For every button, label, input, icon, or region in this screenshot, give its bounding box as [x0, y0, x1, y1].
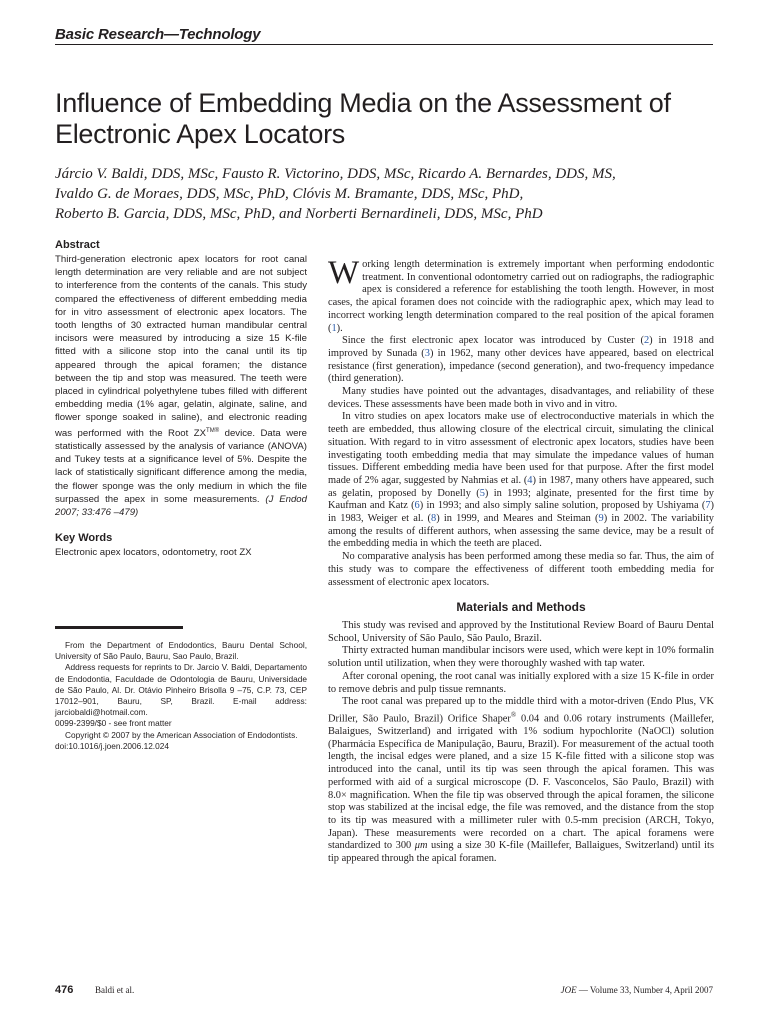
reference-link[interactable]: 3: [424, 347, 430, 359]
intro-paragraph: [328, 255, 714, 335]
abstract-text: [55, 253, 307, 519]
paragraph-text: Since the first electronic apex locator was introduced by Custer (: [342, 335, 644, 347]
abstract-heading: Abstract: [55, 239, 100, 251]
running-author: Baldi et al.: [95, 985, 135, 995]
paragraph-text: ) in 1987, many others have appeared, such as gelatin, proposed by Donelly (: [328, 474, 714, 499]
reference-link[interactable]: 8: [430, 513, 437, 525]
reprint-address: Address requests for reprints to Dr. Jarcio V. Baldi, Departamento de Endodontia, Faculdade de Odontologia de Bauru, Universidade de São Paulo, Al. Dr. Otávio Pinheiro Brisolla 9 –75, C.P. 73, CEP 17012–901, Bauru, SP, Brazil. E-mail address: jarciobaldi@hotmail.com.: [55, 662, 307, 718]
paragraph-text: ).: [336, 322, 343, 334]
paragraph-text: orking length determination is extremely important when performing endodontic treatment. In conventional odontometry carried out on radiographs, the radiographic apex is considered a reference for establishing the tooth length. However, in most cases, the apical foramen does not coincide with the radiographic apex, which may lead to incorrect working length determination compared to the real position of the apical foramen (: [328, 259, 714, 334]
article-title: Influence of Embedding Media on the Assessment of Electronic Apex Locators: [55, 88, 671, 149]
affiliation-department: From the Department of Endodontics, Bauru Dental School, University of São Paulo, Bauru, Sao Paulo, Brazil.: [55, 640, 307, 662]
paragraph-text: using a size 30 K-file (Maillefer, Ballaigues, Switzerland) until its tip appeared through the apical foramen.: [328, 840, 714, 865]
page-number: 476: [55, 984, 74, 996]
reference-link[interactable]: 6: [414, 500, 420, 512]
paragraph-text: ) in 2002. The variability among the results of different authors, when assessing the same device, may be a result of the embedding media in which the teeth are placed.: [328, 513, 715, 550]
methods-paragraph: After coronal opening, the root canal was initially explored with a size 15 K-file in order to remove debris and pulp tissue remnants.: [328, 670, 714, 695]
body-paragraph: [328, 335, 714, 386]
keywords-heading: Key Words: [55, 532, 113, 545]
journal-issue: — Volume 33, Number 4, April 2007: [576, 985, 713, 995]
author-line: Járcio V. Baldi, DDS, MSc, Fausto R. Victorino, DDS, MSc, Ricardo A. Bernardes, DDS, MS,: [55, 166, 616, 182]
section-label: Basic Research—Technology: [55, 26, 261, 43]
trademark-mark: TM®: [206, 427, 220, 434]
abstract-citation: (J Endod 2007; 33:476 –479): [55, 493, 307, 519]
journal-info: [561, 985, 713, 995]
author-list: [55, 164, 735, 224]
paragraph-text: The root canal was prepared up to the middle third with a motor-driven (Endo Plus, VK Driller, São Paulo, Brazil) Orifice Shaper: [328, 696, 714, 725]
paragraph-text: ) in 1999, and Meares and Steiman (: [436, 513, 599, 525]
keywords-text: Electronic apex locators, odontometry, root ZX: [55, 547, 252, 559]
body-paragraph: Many studies have pointed out the advantages, disadvantages, and reliability of these devices. These assessments have been made both in vivo and in vitro.: [328, 386, 714, 410]
paragraph-text: ) in 1962, many other devices have appeared, based on electrical resistance (first generation), impedance (second generation), and two-frequency impedance (third generation).: [328, 347, 715, 385]
author-line: Ivaldo G. de Moraes, DDS, MSc, PhD, Clóvis M. Bramante, DDS, MSc, PhD,: [55, 186, 524, 202]
affiliation-rule: [55, 626, 183, 629]
paragraph-text: ) in 1993; alginate, presented for the first time by Kaufman and Katz (: [328, 487, 715, 512]
reference-link[interactable]: 4: [527, 474, 533, 486]
reference-link[interactable]: 2: [643, 335, 650, 347]
methods-paragraph: [328, 696, 714, 866]
doi-link[interactable]: doi:10.1016/j.joen.2006.12.024: [55, 740, 169, 751]
affiliation-block: [55, 640, 307, 752]
right-column: [328, 255, 715, 866]
reference-link[interactable]: 7: [705, 500, 711, 512]
drop-cap: W: [328, 255, 360, 291]
methods-paragraph: Thirty extracted human mandibular incisors were used, which were kept in 10% formalin solution until utilization, when they were thoroughly washed with tap water.: [328, 645, 714, 670]
body-paragraph: [328, 411, 714, 551]
copyright-line: Copyright © 2007 by the American Association of Endodontists.: [65, 729, 298, 740]
author-line: Roberto B. Garcia, DDS, MSc, PhD, and Norberti Bernardineli, DDS, MSc, PhD: [55, 206, 543, 222]
body-paragraph: No comparative analysis has been performed among these media so far. Thus, the aim of this study was to compare the effectiveness of different tooth embedding media for assessment of electronic apex locators.: [328, 551, 714, 588]
journal-name: JOE: [560, 985, 577, 995]
issn-line: 0099-2399/$0 - see front matter: [55, 718, 172, 729]
methods-paragraph: This study was revised and approved by the Institutional Review Board of Bauru Dental School, University of São Paulo, São Paulo, Brazil.: [328, 619, 714, 644]
reference-link[interactable]: 5: [479, 487, 485, 499]
paragraph-text: In vitro studies on apex locators make use of electroconductive materials in which the teeth are embedded, thus allowing closure of the electrical circuit, simulating the clinical situation. With regard to in vitro assessment of electronic apex locators, studies have been investigating tooth embedding media that may simulate the impedance values of human tissues. Different embedding media have been used for that purpose. After the first model made of 2% agar, suggested by Nahmias et al. (: [328, 411, 714, 486]
abstract-body: Third-generation electronic apex locators for root canal length determination are very reliable and are not subject to interference from the contents of the canals. This study compared the effectiveness of different embedding media for in vitro assessment of electronic apex locators. The tooth lengths of 30 extracted human mandibular central incisors were measured by introducing a size 15 K-file fitted with a silicone stop into the canal until its tip appeared through the apical foramen; the distance between the tip and stop was measured. The teeth were placed in cylindrical polyethylene tubes filled with different embedding media (1% agar, gelatin, alginate, saline, and flower sponge soaked in saline), and electronic reading was performed with the Root ZX: [55, 254, 307, 439]
header-rule: [55, 44, 713, 45]
micrometer-unit: μm: [414, 840, 428, 852]
paragraph-text: ) in 1983, Weiger et al. (: [328, 500, 714, 525]
abstract-body-cont: device. Data were statistically assessed by the analysis of variance (ANOVA) and Tukey tests at a significance level of 5%. Despite the lack of statistically significant difference among the media, the flower sponge was the only medium in which the file surpassed the apex in some measurements.: [55, 427, 307, 505]
methods-heading: Materials and Methods: [456, 600, 586, 615]
reference-link[interactable]: 1: [331, 322, 337, 334]
reference-link[interactable]: 9: [598, 513, 604, 525]
registered-mark: ®: [510, 710, 517, 719]
paragraph-text: ) in 1993; and also simply saline solution, proposed by Ushiyama (: [419, 500, 706, 512]
left-column: [55, 239, 307, 559]
paragraph-text: ) in 1918 and improved by Sunada (: [328, 335, 714, 359]
paragraph-text: 0.04 and 0.06 rotary instruments (Maillefer, Balaigues, Switzerland) and irrigated with 1% sodium hypochlorite (NaOCl) solution (Pharmácia Específica de Manipulação, Bauru, Brazil). For measurement of the actual tooth length, the incisal edges were planed, and a size 15 K-file fitted with a silicone stop was introduced into the canal, until its tip was seen through the apical foramen. This was performed with aid of a surgical microscope (D. F. Vasconcelos, São Paulo, Brazil) with 8.0× magnification. When the file tip was observed through the apical foramen, the silicone stop was stabilized at the incisal edge, the file was removed, and the distance from the stop to its tip was measured with a millimeter ruler with 0.5-mm precision (ARCH, Tokyo, Japan). These measurements were recorded on a chart. The apical foramens were standardized to 300: [328, 713, 714, 852]
